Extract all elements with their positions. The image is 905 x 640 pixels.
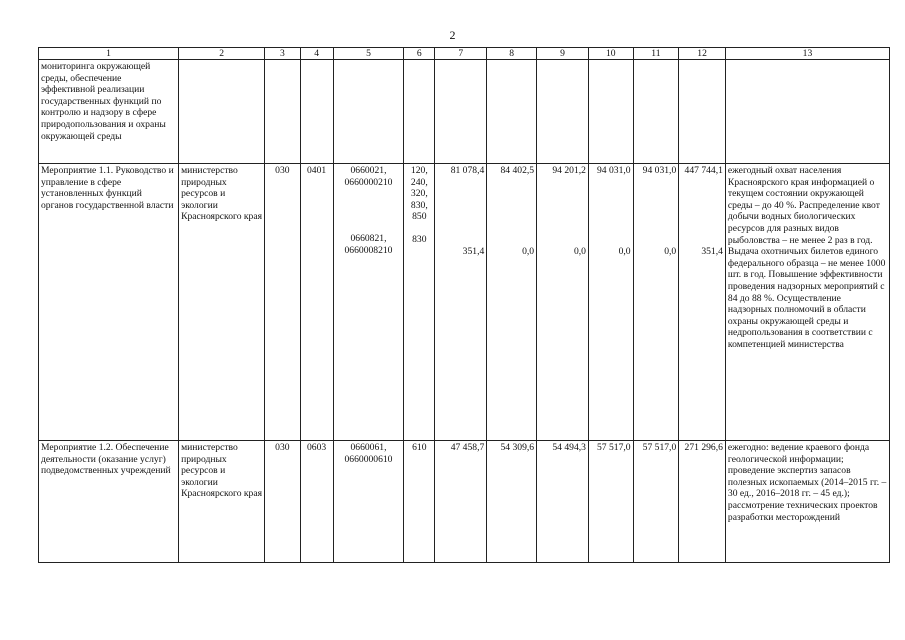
- cell-value-secondary: 0,0: [664, 245, 677, 257]
- cell-code: 030: [265, 164, 300, 441]
- cell-value-primary: 81 078,4: [450, 165, 485, 176]
- page-number: 2: [449, 28, 456, 42]
- cell-code: [300, 60, 333, 164]
- cell-result: ежегодно: ведение краевого фонда геологической информации; проведение экспертиз запасов полезных ископаемых (2014–2015 гг. – 30 ед., 2016–2018 гг. – 45 ед.); рассмотрение технических проектов разработки месторождений: [725, 441, 889, 563]
- cell-description: Мероприятие 1.1. Руководство и управление в сфере установленных функций органов государственной власти: [39, 164, 179, 441]
- cell-value-primary: 447 744,1: [684, 165, 723, 176]
- cell-executor: [179, 60, 265, 164]
- table-row: [39, 164, 890, 441]
- header-row: [39, 48, 890, 60]
- col-header: 5: [333, 48, 404, 60]
- cell-value-secondary: 0,0: [522, 245, 535, 257]
- cell-code-primary: 0660021, 0660000210: [344, 165, 393, 188]
- col-header: 4: [300, 48, 333, 60]
- cell-executor: министерство природных ресурсов и экологии Красноярского края: [179, 164, 265, 441]
- cell-description: мониторинга окружающей среды, обеспечение эффективной реализации государственных функций по контролю и надзору в сфере природопользования и охраны окружающей среды: [39, 60, 179, 164]
- cell-value: 54 309,6: [500, 442, 535, 453]
- cell-value-primary: 94 201,2: [552, 165, 586, 176]
- col-header: 9: [537, 48, 589, 60]
- cell-value: [588, 60, 633, 164]
- cell-value-secondary: 0,0: [618, 245, 631, 257]
- cell-result: ежегодный охват населения Красноярского края информацией о текущем состоянии окружающей среды – до 40 %. Распределение квот добычи водных биологических ресурсов для разных видов рыболовства – не менее 2 раз в год. Выдача охотничьих билетов единого федерального образца – не менее 1000 шт. в год. Повышение эффективности проведения надзорных мероприятий с 84 до 88 %. Осуществление надзорных полномочий в области охраны окружающей среды и недропользования в соответствии с компетенцией министерства: [725, 164, 889, 441]
- cell-result: [725, 60, 889, 164]
- cell-value: 57 517,0: [597, 442, 631, 453]
- col-header: 3: [265, 48, 300, 60]
- cell-code: [404, 60, 435, 164]
- cell-value-primary: 94 031,0: [597, 165, 631, 176]
- col-header: 12: [679, 48, 726, 60]
- cell-code-primary: 120, 240, 320, 830, 850: [410, 165, 428, 223]
- cell-value: 47 458,7: [450, 442, 485, 453]
- cell-description: Мероприятие 1.2. Обеспечение деятельности (оказание услуг) подведомственных учреждений: [39, 441, 179, 563]
- cell-value: [435, 60, 487, 164]
- col-header: 11: [633, 48, 679, 60]
- col-header: 6: [404, 48, 435, 60]
- cell-code: 0401: [300, 164, 333, 441]
- cell-executor: министерство природных ресурсов и экологии Красноярского края: [179, 441, 265, 563]
- cell-value: [679, 60, 726, 164]
- cell-code: 0660061, 0660000610: [333, 441, 404, 563]
- cell-code: [333, 60, 404, 164]
- col-header: 1: [39, 48, 179, 60]
- cell-value-primary: 84 402,5: [500, 165, 535, 176]
- cell-code-secondary: 830: [412, 233, 427, 245]
- cell-code: [265, 60, 300, 164]
- cell-value-secondary: 351,4: [701, 245, 723, 257]
- cell-value: 57 517,0: [642, 442, 677, 453]
- table-row: [39, 60, 890, 164]
- cell-value-secondary: 0,0: [573, 245, 586, 257]
- cell-value: [633, 60, 679, 164]
- cell-code: 030: [265, 441, 300, 563]
- cell-code: 610: [404, 441, 435, 563]
- cell-value-secondary: 351,4: [462, 245, 485, 257]
- cell-code: 0603: [300, 441, 333, 563]
- cell-value: 271 296,6: [684, 442, 723, 453]
- cell-value: 54 494,3: [552, 442, 586, 453]
- cell-value: [537, 60, 589, 164]
- cell-code-secondary: 0660821, 0660008210: [344, 233, 393, 256]
- table-row: [39, 441, 890, 563]
- col-header: 2: [179, 48, 265, 60]
- col-header: 7: [435, 48, 487, 60]
- program-table: [38, 47, 890, 563]
- col-header: 8: [487, 48, 537, 60]
- col-header: 10: [588, 48, 633, 60]
- cell-value: [487, 60, 537, 164]
- col-header: 13: [725, 48, 889, 60]
- cell-value-primary: 94 031,0: [642, 165, 677, 176]
